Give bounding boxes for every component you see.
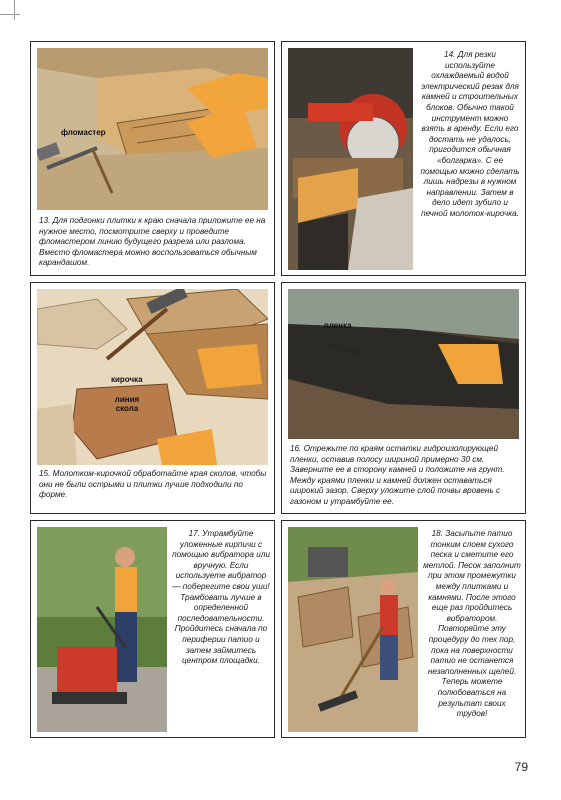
panel-16 [281, 282, 526, 514]
crop-mark [0, 0, 20, 20]
illustration-plate-compactor [37, 527, 167, 732]
caption-15: 15. Молотком-кирочкой обработайте края сколов, чтобы они не были острыми и плитки лучше подходили по форме. [39, 469, 267, 500]
caption-14: 14. Для резки используйте охлаждаемый водой электрический резак для камней и строительных блоков. Обычно такой инструмент можно взять в аренду. Если его достать не удалось, пригодится обычная «болгарка». С ее помощью можно сделать лишь надрезы в нужном направлении. Затем в дело идет зубило и печной молоток-кирочка. [420, 50, 520, 218]
caption-16: 16. Отрежьте по краям остатки гидроизолирующей пленки, оставив полосу шириной примерно 30 см. Заверните ее в сторону камней и положите на грунт. Между краями пленки и камней должен оставаться широкий зазор. Сверху уложите слой почвы вровень с газоном и утрамбуйте ее. [290, 444, 505, 506]
label-chip-line: линия скола [114, 395, 140, 413]
label-marker: фломастер [61, 128, 106, 137]
caption-13: 13. Для подгонки плитки к краю сначала приложите ее на нужное место, посмотрите сверху и проведите фломастером линию будущего разреза или разлома. Вместо фломастера можно воспользоваться обычным карандашом. [39, 216, 266, 268]
illustration-trimming-film [288, 289, 519, 439]
caption-18: 18. Засыпьте патио тонким слоем сухого песка и сметите его метлой. Песок заполнит при этом промежутки между плитками и камнями. После этого еще раз пройдитесь вибратором. Повторяйте эту процедуру до тех пор, пока на поверхности патио не останется незаполненных щелей. Теперь можете полюбоваться на результат своих трудов! [423, 529, 521, 719]
panel-15 [30, 282, 275, 514]
panel-18 [281, 520, 526, 738]
label-pick-hammer: кирочка [111, 375, 143, 384]
panel-17 [30, 520, 275, 738]
illustration-stone-cutter [288, 48, 413, 270]
illustration-sweeping-sand [288, 527, 418, 732]
page-number: 79 [514, 760, 528, 774]
caption-17: 17. Утрамбуйте уложенные кирпичи с помощью вибратора или вручную. Если используете вибратор — поберегите свои уши! Трамбовать лучше в определенной последовательности. Пройдитесь сначала по периферии патио и затем займитесь центром площадки. [172, 529, 270, 666]
label-film: пленка [324, 321, 352, 330]
panel-14 [281, 41, 526, 276]
panel-13 [30, 41, 275, 276]
illustration-chipping-edges [37, 289, 268, 465]
